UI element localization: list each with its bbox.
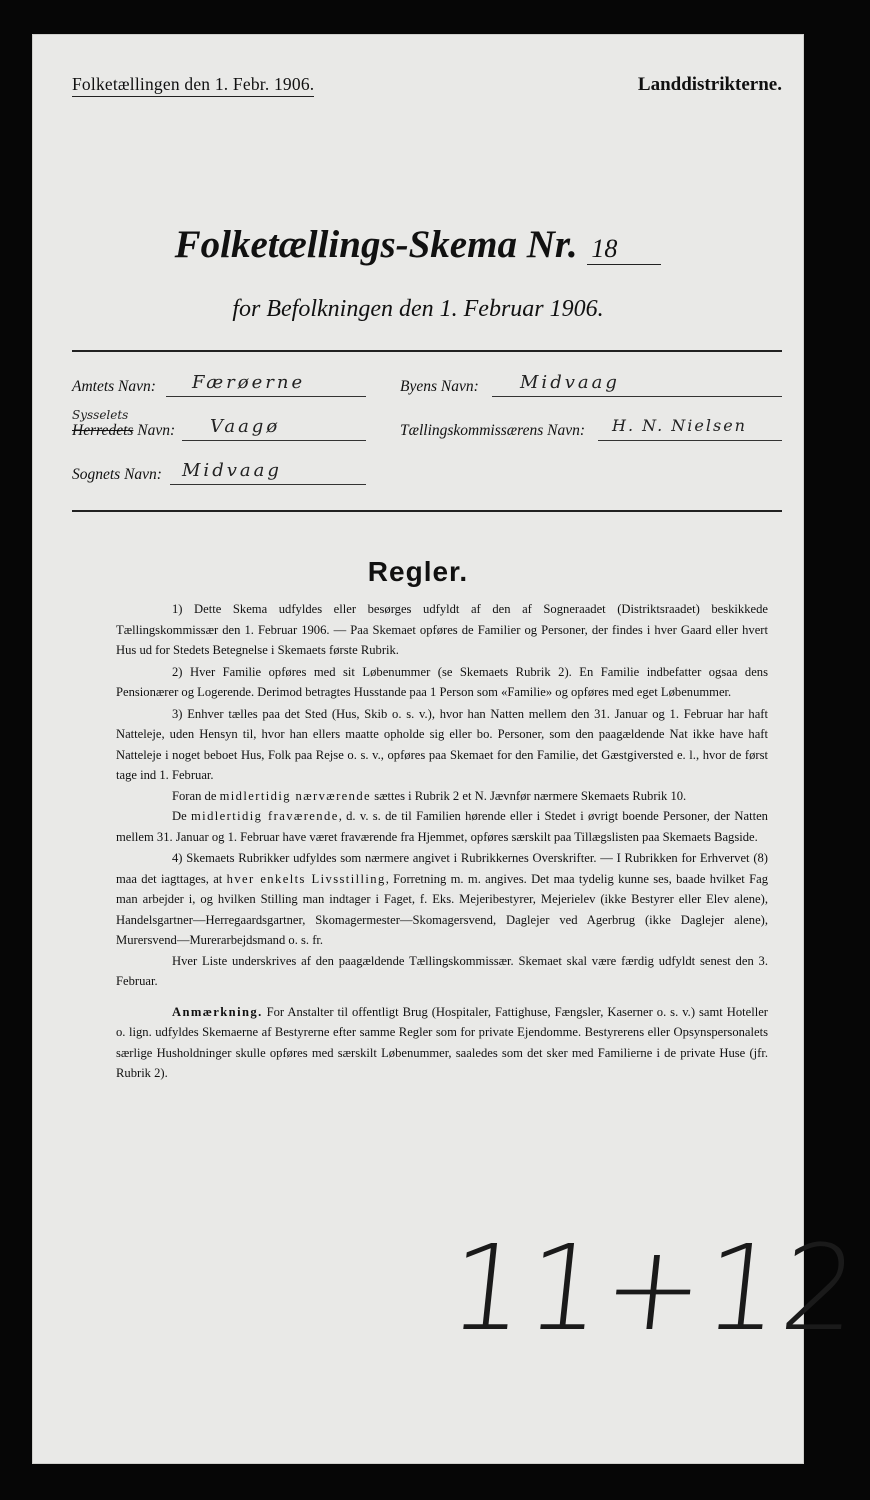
census-date-header: Folketællingen den 1. Febr. 1906. xyxy=(72,74,314,97)
rules-body xyxy=(116,599,768,1084)
handwritten-page-note: 11+12 xyxy=(442,1219,867,1357)
annotation-label: Anmærkning. xyxy=(172,1004,263,1019)
rule-3b-end: sættes i Rubrik 2 et N. Jævnfør nærmere Skemaets Rubrik 10. xyxy=(371,788,687,803)
herred-label-suffix: Navn: xyxy=(133,422,176,439)
amt-line xyxy=(166,396,366,397)
rule-4-end: , Forretning m. m. angives. Det maa tydelig kunne ses, baade hvilket Fag man arbejder i, og hvilken Stilling man indtager i Faget, f. Eks. Mejeribestyrer, Mejerielev (ikke Bestyrer eller Elev alene), Handelsgartner—Herregaardsgartner, Skomagermester—Skomagersvend, Daglejer ved Agerbrug (ikke Daglejer alene), Murersvend—Murerarbejdsmand o. s. fr. xyxy=(116,871,768,947)
rules-heading: Regler. xyxy=(367,556,469,587)
rule-paragraph-2: 2) Hver Familie opføres med sit Løbenummer (se Skemaets Rubrik 2). En Familie indbefatter ogsaa dens Pensionærer og Logerende. Derimod betragtes Husstande paa 1 Person som «Familie» og opføres med eget Løbenummer. xyxy=(116,664,768,699)
top-divider xyxy=(72,350,782,352)
rule-paragraph-4 xyxy=(116,848,768,951)
district-type-header: Landdistrikterne. xyxy=(637,74,782,95)
rule-4-spaced: hver enkelts Livsstilling xyxy=(226,871,386,886)
form-subtitle: for Befolkningen den 1. Februar 1906. xyxy=(232,296,604,322)
sogn-value: Midvaag xyxy=(182,460,282,481)
kommissaer-label: Tællingskommissærens Navn: xyxy=(400,422,586,439)
kommissaer-line xyxy=(598,440,782,441)
bottom-divider xyxy=(72,510,782,512)
amt-label: Amtets Navn: xyxy=(72,378,156,395)
kommissaer-value: H. N. Nielsen xyxy=(612,416,747,435)
rule-3c-end: , d. v. s. de til Familien hørende eller i Stedet i øvrigt boende Personer, der Natten mellem 31. Januar og 1. Februar have været fraværende fra Hjemmet, opføres særskilt paa Tillægslisten paa Skemaets Bagside. xyxy=(116,809,768,844)
rule-3b-spaced: midlertidig nærværende xyxy=(219,788,372,803)
rule-paragraph-4b: Hver Liste underskrives af den paagældende Tællingskommissær. Skemaet skal være færdig udfyldt senest den 3. Februar. xyxy=(116,953,768,988)
herred-prefix-handwritten: Sysselets xyxy=(72,408,129,422)
by-line xyxy=(492,396,782,397)
herred-value: Vaagø xyxy=(210,416,281,437)
form-title xyxy=(32,222,804,267)
rule-paragraph-3c xyxy=(116,806,768,847)
rule-paragraph-3b xyxy=(116,786,768,807)
herred-label xyxy=(72,422,175,440)
rule-paragraph-1: 1) Dette Skema udfyldes eller besørges udfyldt af den af Sogneraadet (Distriktsraadet) beskikkede Tællingskommissær den 1. Februar 1906. — Paa Skemaet opføres de Familier og Personer, der findes i hver Gaard eller hvert Hus ud for Stedets Betegnelse i Skemaets første Rubrik. xyxy=(116,602,768,657)
form-title-text: Folketællings-Skema Nr. xyxy=(174,223,578,266)
annotation-text: For Anstalter til offentligt Brug (Hospitaler, Fattighuse, Fængsler, Kaserner o. s. v.) samt Hoteller o. lign. udfyldes Skemaerne af Bestyrerne efter samme Regler som for private Ejendomme. Bestyrerens eller Opsynspersonalets særlige Husholdninger skulle opføres med særskilt Løbenummer, saaledes som det sker med Familierne i de private Huse (jfr. Rubrik 2). xyxy=(116,1004,768,1080)
rule-3c-spaced: midlertidig fraværende xyxy=(190,809,339,823)
amt-value: Færøerne xyxy=(192,372,306,393)
sogn-line xyxy=(170,484,366,485)
by-label: Byens Navn: xyxy=(400,378,479,395)
rule-3b-start: Foran de xyxy=(172,788,220,803)
form-number: 18 xyxy=(587,234,661,265)
rule-paragraph-3: 3) Enhver tælles paa det Sted (Hus, Skib o. s. v.), hvor han Natten mellem den 31. Januar og 1. Februar har haft Natteleje, uden Hensyn til, hvor han ellers maatte opholde sig eller bo. Personer, som den paagældende Nat ikke have haft Natteleje i noget beboet Hus, Folk paa Rejse o. s. v., opføres paa Skemaet for den Familie, det Gæstgiversted e. l., hvor de først tage ind 1. Februar. xyxy=(116,706,768,782)
by-value: Midvaag xyxy=(520,372,620,393)
herred-struck-word: Herredets xyxy=(72,422,134,439)
rule-4-start: 4) Skemaets Rubrikker udfyldes som nærmere angivet i Rubrikkernes Overskrifter. — I Rubrikken for Erhvervet (8) maa det iagttages, at xyxy=(116,851,768,886)
sogn-label: Sognets Navn: xyxy=(72,466,162,483)
herred-line xyxy=(182,440,366,441)
annotation-paragraph xyxy=(116,1002,768,1084)
rule-3c-start: De xyxy=(172,809,191,823)
census-form-page xyxy=(32,34,867,1464)
